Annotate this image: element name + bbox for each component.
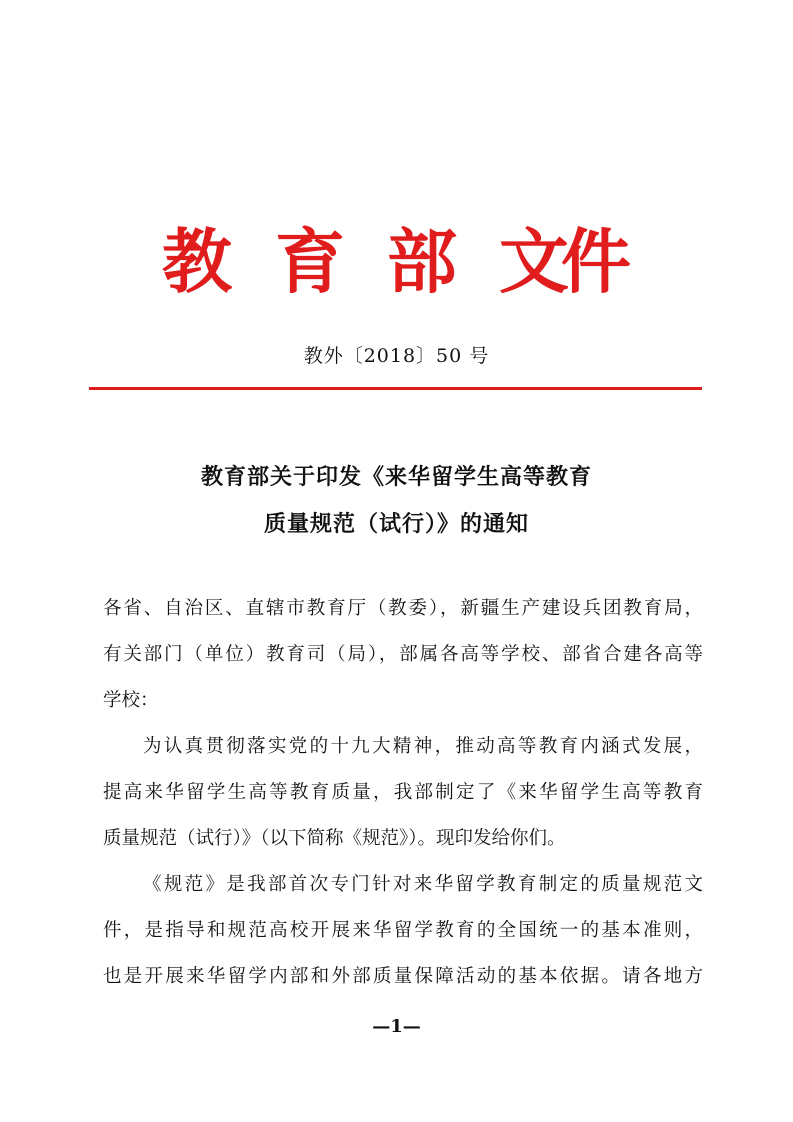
body-line: 为认真贯彻落实党的十九大精神，推动高等教育内涵式发展， <box>143 736 703 757</box>
masthead-char: 文 <box>499 220 569 303</box>
notice-title-line-1: 教育部关于印发《来华留学生高等教育 <box>200 464 592 490</box>
body-line: 件，是指导和规范高校开展来华留学教育的全国统一的基本准则， <box>103 920 703 941</box>
masthead-char: 育 <box>275 220 345 303</box>
notice-title-line-2: 质量规范（试行）》的通知 <box>263 511 529 537</box>
body-line: 提高来华留学生高等教育质量，我部制定了《来华留学生高等教育 <box>103 782 703 803</box>
body-line: 有关部门（单位）教育司（局），部属各高等学校、部省合建各高等 <box>103 644 703 665</box>
body-line: 学校： <box>103 690 159 711</box>
body-line: 各省、自治区、直辖市教育厅（教委），新疆生产建设兵团教育局， <box>103 598 703 619</box>
red-divider-rule <box>89 387 702 390</box>
body-line: 《规范》是我部首次专门针对来华留学教育制定的质量规范文 <box>143 874 703 895</box>
page-number: —1— <box>372 1016 421 1037</box>
body-line: 质量规范（试行）》（以下简称《规范》）。现印发给你们。 <box>103 828 566 849</box>
masthead-char: 件 <box>561 220 631 303</box>
masthead-char: 教 <box>162 220 232 303</box>
document-number: 教外〔2018〕50 号 <box>303 345 490 367</box>
masthead-char: 部 <box>387 220 457 303</box>
document-masthead <box>0 222 793 302</box>
body-line: 也是开展来华留学内部和外部质量保障活动的基本依据。请各地方 <box>103 966 703 987</box>
